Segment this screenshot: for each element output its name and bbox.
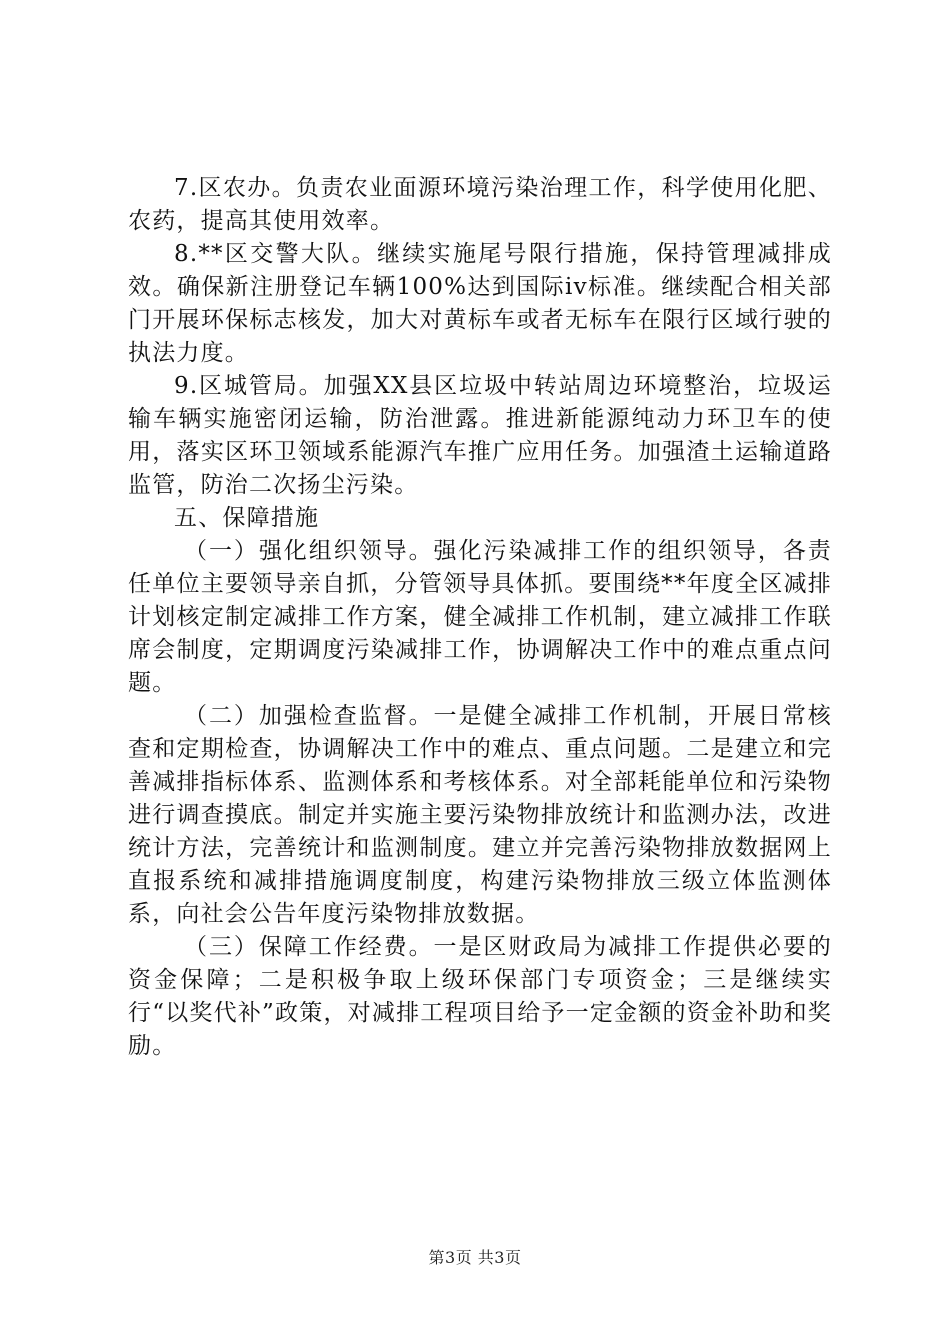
paragraph-organization-leadership: （一）强化组织领导。强化污染减排工作的组织领导，各责任单位主要领导亲自抓，分管领导具体抓。要围绕**年度全区减排计划核定制定减排工作方案，健全减排工作机制，建立减排工作联席会制度，定期调度污染减排工作，协调解决工作中的难点重点问题。 bbox=[128, 538, 832, 696]
paragraph-funding: （三）保障工作经费。一是区财政局为减排工作提供必要的资金保障；二是积极争取上级环保部门专项资金；三是继续实行“以奖代补”政策，对减排工程项目给予一定金额的资金补助和奖励。 bbox=[128, 934, 832, 1059]
paragraph-traffic-police: 8.**区交警大队。继续实施尾号限行措施，保持管理减排成效。确保新注册登记车辆100%达到国际iv标准。继续配合相关部门开展环保标志核发，加大对黄标车或者无标车在限行区域行驶的执法力度。 bbox=[128, 241, 832, 366]
document-body bbox=[128, 172, 832, 1063]
section-heading-safeguards: 五、保障措施 bbox=[174, 505, 320, 531]
paragraph-inspection-supervision: （二）加强检查监督。一是健全减排工作机制，开展日常核查和定期检查，协调解决工作中的难点、重点问题。二是建立和完善减排指标体系、监测体系和考核体系。对全部耗能单位和污染物进行调查摸底。制定并实施主要污染物排放统计和监测办法，改进统计方法，完善统计和监测制度。建立并完善污染物排放数据网上直报系统和减排措施调度制度，构建污染物排放三级立体监测体系，向社会公告年度污染物排放数据。 bbox=[128, 703, 832, 927]
paragraph-city-management: 9.区城管局。加强XX县区垃圾中转站周边环境整治，垃圾运输车辆实施密闭运输，防治泄露。推进新能源纯动力环卫车的使用，落实区环卫领域系能源汽车推广应用任务。加强渣土运输道路监管，防治二次扬尘污染。 bbox=[128, 373, 832, 498]
paragraph-agriculture-office: 7.区农办。负责农业面源环境污染治理工作，科学使用化肥、农药，提高其使用效率。 bbox=[128, 175, 832, 234]
page-number-footer: 第3页 共3页 bbox=[428, 1248, 522, 1267]
